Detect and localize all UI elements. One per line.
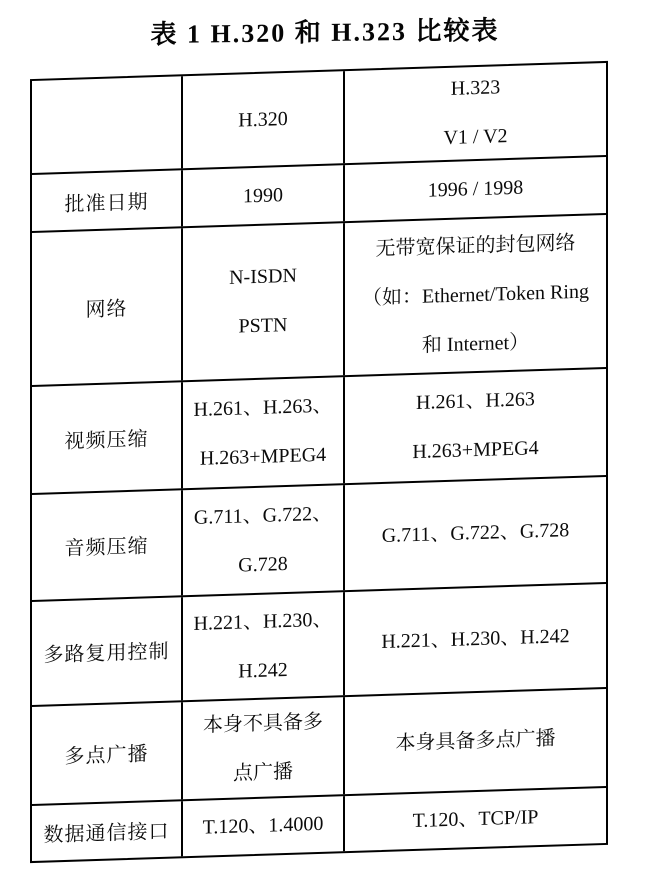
table-row xyxy=(32,367,606,493)
cell-line: 和 Internet） xyxy=(421,330,530,357)
row-label: 批准日期 xyxy=(64,190,149,216)
h323-cell xyxy=(343,215,606,375)
cell-line: 无带宽保证的封包网络 xyxy=(375,231,576,260)
row-label: 音频压缩 xyxy=(64,535,149,560)
h320-cell xyxy=(181,165,343,226)
table-header-row xyxy=(32,63,606,173)
table-row xyxy=(32,582,606,705)
h320-cell xyxy=(181,592,343,700)
cell-line: H.221、H.230、 xyxy=(193,608,333,635)
h323-cell xyxy=(343,788,606,851)
h320-cell xyxy=(181,223,343,380)
h320-cell xyxy=(181,697,343,799)
cell-line: T.120、TCP/IP xyxy=(412,806,539,833)
corner-cell xyxy=(32,76,181,173)
h320-header-label: H.320 xyxy=(238,107,288,132)
cell-line: G.711、G.722、G.728 xyxy=(381,519,570,548)
cell-line: 本身不具备多 xyxy=(203,710,323,737)
cell-line: PSTN xyxy=(238,313,288,338)
h320-cell xyxy=(181,377,343,488)
h323-version-label: V1 / V2 xyxy=(443,125,508,150)
h320-cell xyxy=(181,485,343,595)
cell-line: N-ISDN xyxy=(229,264,297,289)
cell-line: 本身具备多点广播 xyxy=(395,727,556,755)
h323-header-cell xyxy=(343,63,606,163)
h323-cell xyxy=(343,477,606,590)
cell-line: T.120、1.4000 xyxy=(202,812,324,839)
table-row xyxy=(32,213,606,385)
table-title: 表 1 H.320 和 H.323 比较表 xyxy=(150,15,500,50)
h320-cell xyxy=(181,796,343,856)
h323-cell xyxy=(343,157,606,221)
cell-line: （如：Ethernet/Token Ring xyxy=(362,280,589,310)
row-label: 视频压缩 xyxy=(64,427,149,453)
cell-line: H.263+MPEG4 xyxy=(412,437,539,464)
row-label: 多路复用控制 xyxy=(43,640,170,667)
cell-line: 点广播 xyxy=(233,760,293,785)
cell-line: H.261、H.263、 xyxy=(193,394,333,421)
row-label: 多点广播 xyxy=(64,743,149,768)
row-label: 网络 xyxy=(85,297,128,321)
comparison-table xyxy=(30,61,608,863)
cell-line: 1990 xyxy=(243,183,283,207)
h323-header-label: H.323 xyxy=(450,76,501,100)
cell-line: H.263+MPEG4 xyxy=(199,443,327,470)
row-label: 数据通信接口 xyxy=(43,820,170,847)
cell-line: G.728 xyxy=(238,552,288,577)
h320-header-cell xyxy=(181,71,343,168)
cell-line: G.711、G.722、 xyxy=(193,502,333,529)
table-row xyxy=(32,475,606,600)
h323-cell xyxy=(343,369,606,483)
cell-line: H.242 xyxy=(238,658,288,683)
table-row xyxy=(32,687,606,804)
cell-line: H.261、H.263 xyxy=(416,388,535,414)
cell-line: H.221、H.230、H.242 xyxy=(381,625,570,654)
cell-line: 1996 / 1998 xyxy=(427,176,524,202)
h323-cell xyxy=(343,584,606,695)
h323-cell xyxy=(343,689,606,794)
